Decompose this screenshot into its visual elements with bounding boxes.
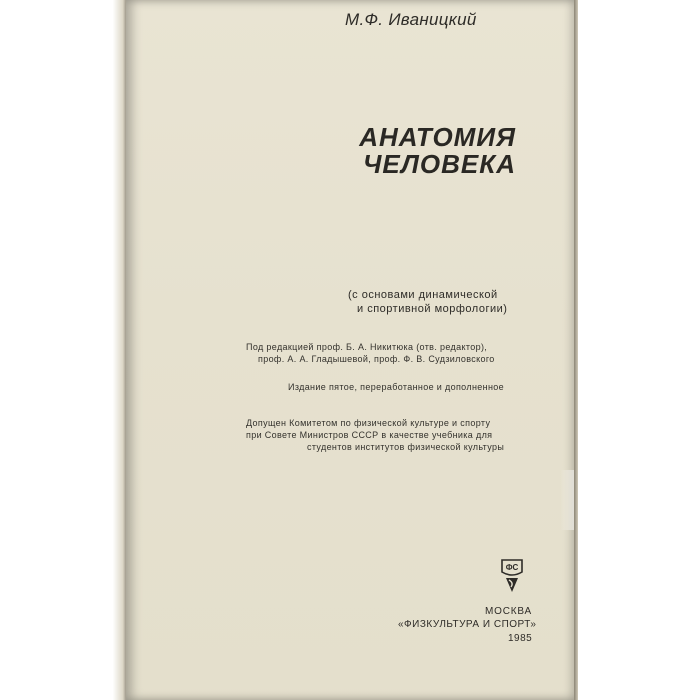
imprint-year: 1985 <box>508 633 533 644</box>
page-edge <box>574 0 578 700</box>
book-title-line-2: ЧЕЛОВЕКА <box>362 149 516 179</box>
subtitle-line-1: (с основами динамической <box>348 289 498 301</box>
author-name: М.Ф. Иваницкий <box>345 10 477 29</box>
book-title-line-1: АНАТОМИЯ <box>359 122 516 152</box>
subtitle-line-2: и спортивной морфологии) <box>357 303 508 315</box>
logo-letters: ФС <box>505 563 519 572</box>
approval-line-2: при Совете Министров СССР в качестве учебника для <box>246 430 493 440</box>
imprint-city: МОСКВА <box>485 606 532 617</box>
page-glare <box>560 470 574 530</box>
edition-note: Издание пятое, переработанное и дополненное <box>288 382 504 392</box>
left-background <box>0 0 128 700</box>
editors-line-2: проф. А. А. Гладышевой, проф. Ф. В. Судзиловского <box>258 354 495 364</box>
imprint-publisher: «ФИЗКУЛЬТУРА И СПОРТ» <box>398 619 537 630</box>
fis-publisher-logo-icon <box>500 556 524 594</box>
approval-line-1: Допущен Комитетом по физической культуре и спорту <box>246 418 491 428</box>
editors-line-1: Под редакцией проф. Б. А. Никитюка (отв. редактор), <box>246 342 488 352</box>
approval-line-3: студентов институтов физической культуры <box>307 442 505 452</box>
